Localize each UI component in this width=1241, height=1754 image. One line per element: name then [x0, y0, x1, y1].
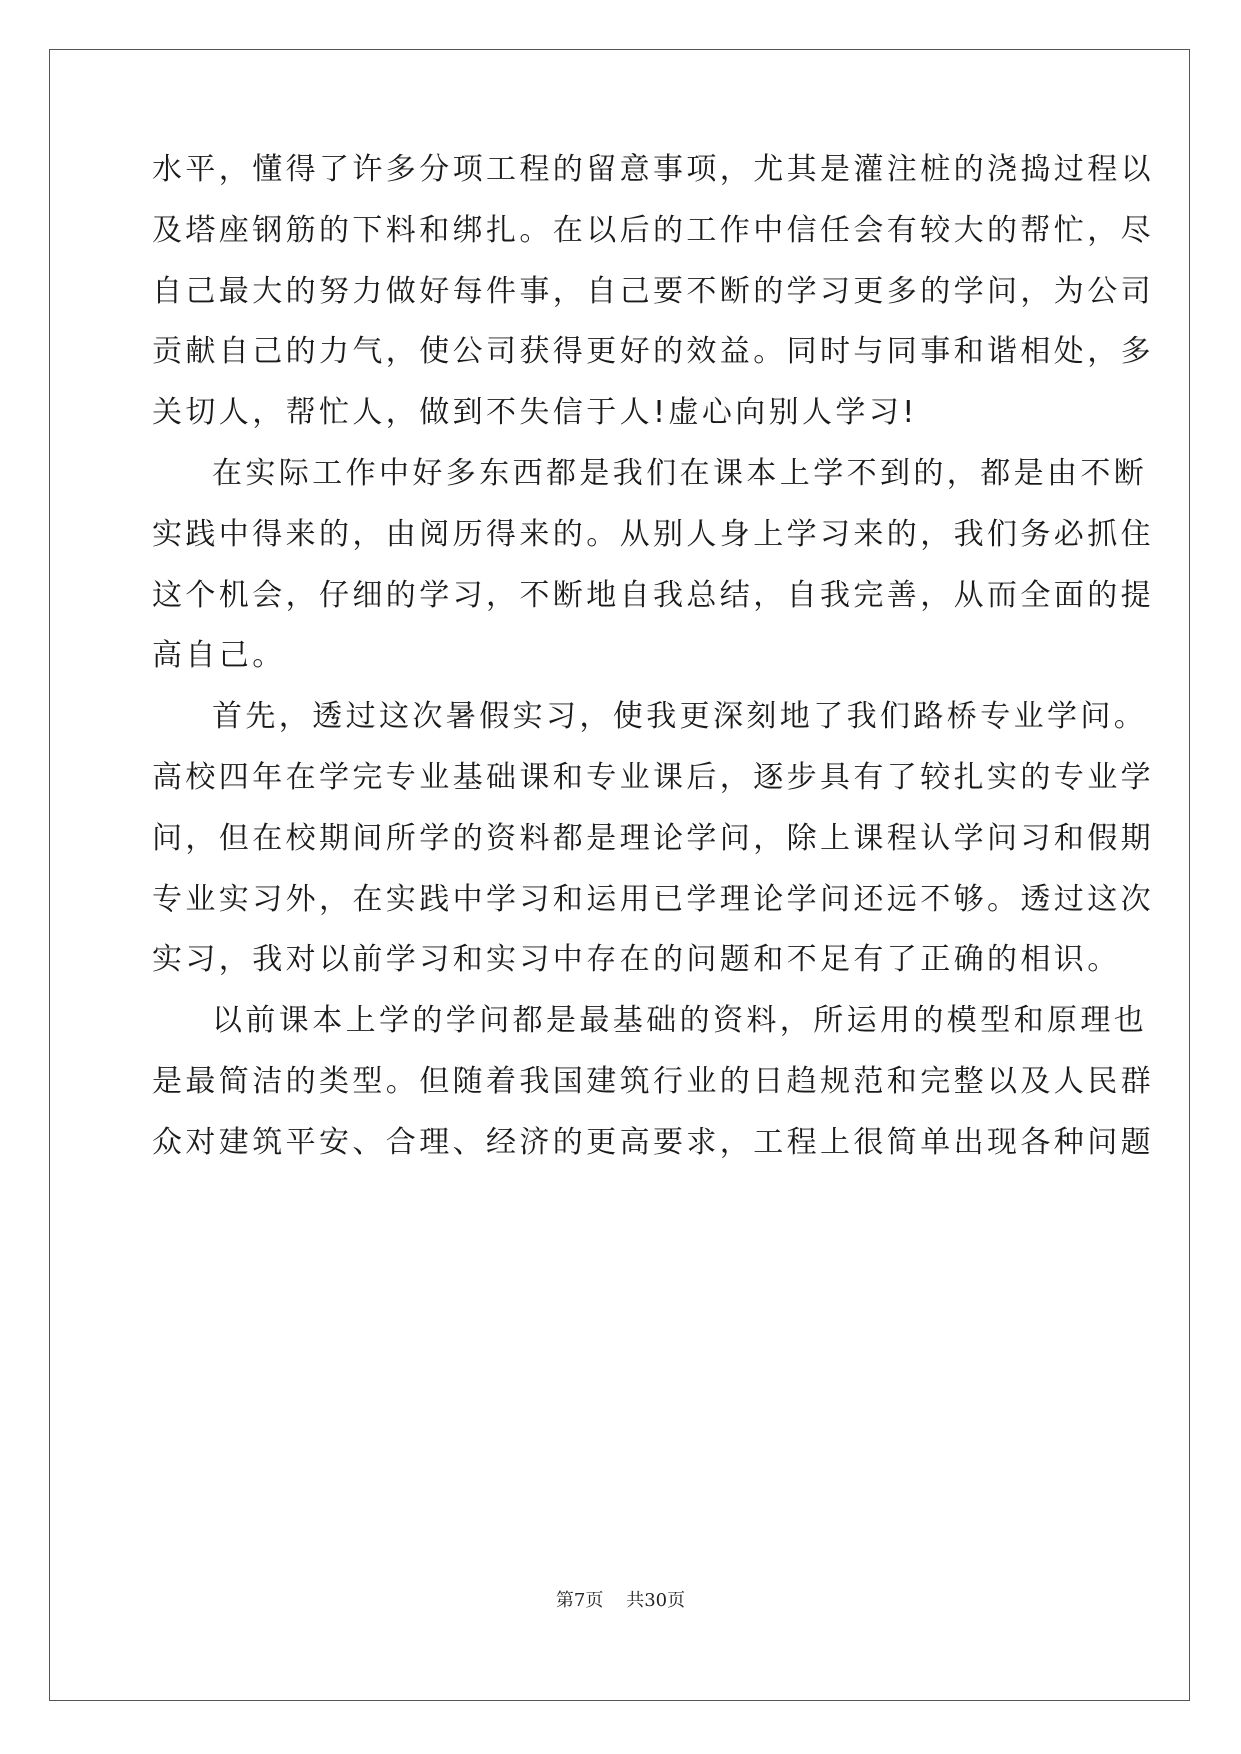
text-line: 水平，懂得了许多分项工程的留意事项，尤其是灌注桩的浇捣过程以	[152, 152, 1154, 187]
text-line: 高校四年在学完专业基础课和专业课后，逐步具有了较扎实的专业学	[152, 760, 1154, 795]
page-footer: 第7页 共30页	[555, 1590, 686, 1611]
text-line: 贡献自己的力气，使公司获得更好的效益。同时与同事和谐相处，多	[152, 334, 1154, 370]
text-line: 问，但在校期间所学的资料都是理论学问，除上课程认学问习和假期	[152, 820, 1154, 856]
text-line: 实践中得来的，由阅历得来的。从别人身上学习来的，我们务必抓住	[152, 516, 1154, 552]
text-line: 自己最大的努力做好每件事，自己要不断的学习更多的学问，为公司	[152, 273, 1154, 309]
text-line: 是最简洁的类型。但随着我国建筑行业的日趋规范和完整以及人民群	[152, 1064, 1154, 1099]
text-line: 实习，我对以前学习和实习中存在的问题和不足有了正确的相识。	[152, 942, 1121, 978]
text-line: 专业实习外，在实践中学习和运用已学理论学问还远不够。透过这次	[152, 881, 1154, 917]
text-line: 及塔座钢筋的下料和绑扎。在以后的工作中信任会有较大的帮忙，尽	[152, 212, 1154, 248]
text-line: 高自己。	[152, 638, 286, 674]
text-line: 这个机会，仔细的学习，不断地自我总结，自我完善，从而全面的提	[152, 577, 1154, 613]
text-line: 以前课本上学的学问都是最基础的资料，所运用的模型和原理也	[212, 1003, 1148, 1039]
text-line: 在实际工作中好多东西都是我们在课本上学不到的，都是由不断	[212, 456, 1148, 491]
text-line: 首先，透过这次暑假实习，使我更深刻地了我们路桥专业学问。	[212, 699, 1148, 735]
text-line: 关切人，帮忙人，做到不失信于人!虚心向别人学习!	[152, 395, 918, 431]
text-line: 众对建筑平安、合理、经济的更高要求，工程上很简单出现各种问题	[152, 1124, 1154, 1160]
